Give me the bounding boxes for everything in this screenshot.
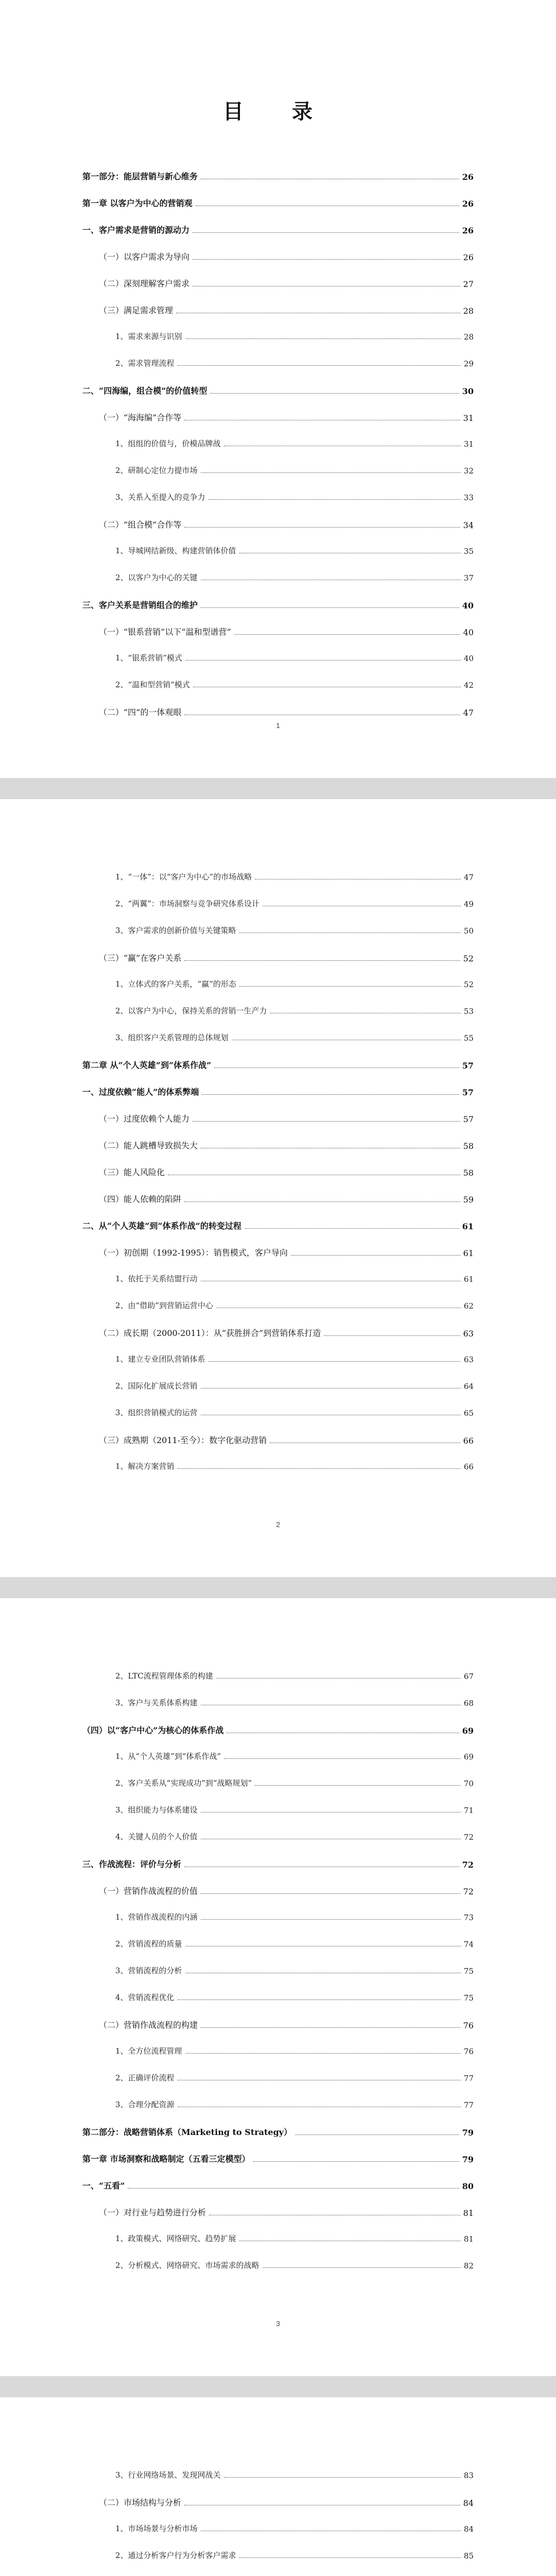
dot-leader: [178, 1999, 461, 2000]
toc-entry-label: 1、解决方案营销: [115, 1462, 175, 1471]
dot-leader: [193, 232, 459, 233]
toc-entry-label: 1、“一体”：以“客户为中心”的市场战略: [115, 872, 252, 882]
toc-entry-page: 61: [463, 1248, 474, 1258]
toc-entry-page: 81: [463, 2208, 474, 2218]
toc-page: [0, 2397, 556, 2576]
toc-entry-label: 二、“四海编，组合模”的价值转型: [82, 386, 207, 396]
toc-entry-page: 34: [463, 520, 474, 530]
toc-entry[interactable]: [82, 1139, 474, 1151]
toc-entry-label: 2、以客户为中心的关键: [115, 573, 198, 582]
toc-entry-page: 35: [463, 547, 474, 556]
toc-entry[interactable]: [82, 250, 474, 262]
toc-entry[interactable]: [82, 411, 474, 423]
toc-entry-label: 1、依托于关系结盟行动: [115, 1274, 198, 1283]
toc-entry-label: 2、由“借助”到营销运营中心: [115, 1301, 213, 1310]
dot-leader: [201, 607, 459, 608]
toc-entry-page: 50: [463, 926, 474, 936]
toc-entry[interactable]: [82, 170, 474, 182]
toc-entry-label: （二）成长期（2000-2011）：从“获胜拼合”到营销体系打造: [99, 1328, 321, 1338]
toc-entry-label: （三）“赢”在客户关系: [99, 953, 182, 963]
toc-entry[interactable]: [82, 1724, 474, 1736]
toc-entry[interactable]: [82, 625, 474, 637]
toc-entry-page: 37: [463, 573, 474, 583]
toc-entry[interactable]: [82, 2153, 474, 2164]
toc-entry[interactable]: [82, 2469, 474, 2480]
dot-leader: [184, 1201, 460, 1202]
toc-entry-page: 33: [463, 493, 474, 502]
toc-entry-page: 64: [463, 1382, 474, 1391]
toc-entry[interactable]: [82, 384, 474, 396]
toc-entry[interactable]: [82, 2550, 474, 2561]
toc-entry-page: 26: [462, 172, 474, 182]
toc-entry[interactable]: [82, 652, 474, 663]
dot-leader: [234, 634, 460, 635]
toc-entry[interactable]: [82, 1086, 474, 1097]
toc-entry[interactable]: [82, 224, 474, 235]
toc-entry-label: 一、客户需求是营销的源动力: [82, 225, 190, 235]
toc-entry-label: 第一章 以客户为中心的营销观: [82, 198, 193, 208]
dot-leader: [178, 365, 461, 366]
dot-leader: [208, 499, 461, 500]
toc-entry[interactable]: [82, 706, 474, 718]
toc-page: [0, 1598, 556, 2376]
toc-entry[interactable]: [82, 492, 474, 502]
toc-entry-page: 28: [463, 306, 474, 316]
dot-leader: [216, 1678, 461, 1679]
toc-entry-label: 1、从“个人英雄”到“体系作战”: [115, 1752, 221, 1761]
toc-entry[interactable]: [82, 2496, 474, 2508]
dot-leader: [178, 1468, 461, 1469]
toc-entry[interactable]: [82, 1911, 474, 1922]
toc-entry[interactable]: [82, 1461, 474, 1471]
toc-entry[interactable]: [82, 1219, 474, 1231]
toc-entry-label: 2、营销流程的质量: [115, 1939, 182, 1948]
toc-entry-page: 53: [463, 1007, 474, 1016]
toc-entry-label: （四）以“客户中心”为核心的体系作战: [82, 1725, 224, 1735]
toc-entry[interactable]: [82, 1885, 474, 1896]
dot-leader: [184, 527, 460, 528]
toc-entry[interactable]: [82, 1407, 474, 1418]
toc-entry-label: 3、行业网络场景、发现网战关: [115, 2470, 221, 2480]
toc-entry-page: 49: [463, 900, 474, 909]
dot-leader: [245, 1228, 459, 1229]
toc-entry-page: 75: [463, 1993, 474, 2003]
toc-entry-page: 31: [463, 413, 474, 423]
toc-entry[interactable]: [82, 679, 474, 690]
toc-entry-label: 1、需求来源与识别: [115, 332, 182, 341]
toc-entry[interactable]: [82, 1938, 474, 1949]
toc-entry-page: 65: [463, 1409, 474, 1418]
toc-entry-label: 2、“温和型营销”模式: [115, 680, 190, 689]
dot-leader: [291, 1255, 460, 1256]
toc-entry[interactable]: [82, 2019, 474, 2030]
toc-entry-label: 第一部分：能层营销与新心维务: [82, 172, 198, 181]
page-number: 1: [276, 721, 280, 730]
toc-entry-page: 85: [463, 2551, 474, 2561]
dot-leader: [201, 2027, 460, 2028]
toc-entry-page: 61: [463, 1275, 474, 1284]
toc-entry[interactable]: [82, 2072, 474, 2083]
toc-entry-page: 83: [463, 2471, 474, 2480]
toc-entry-label: （二）营销作战流程的构建: [99, 2020, 198, 2030]
toc-entry-page: 72: [463, 1887, 474, 1896]
dot-leader: [239, 986, 461, 987]
toc-entry-page: 55: [463, 1033, 474, 1043]
toc-entry-label: 3、组织能力与体系建设: [115, 1805, 198, 1815]
dot-leader: [128, 2188, 459, 2189]
toc-entry-page: 77: [463, 2074, 474, 2083]
toc-entry-page: 28: [463, 332, 474, 342]
toc-entry-label: （二）市场结构与分析: [99, 2498, 182, 2507]
toc-entry-page: 66: [463, 1462, 474, 1471]
toc-entry-page: 57: [462, 1061, 474, 1071]
dot-leader: [214, 1067, 459, 1068]
toc-entry-label: （四）能人依赖的陷阱: [99, 1194, 182, 1204]
toc-entry[interactable]: [82, 331, 474, 342]
toc-entry-page: 27: [463, 279, 474, 289]
toc-entry[interactable]: [82, 1166, 474, 1178]
toc-entry[interactable]: [82, 1300, 474, 1311]
toc-entry-label: 1、全方位流程管理: [115, 2046, 182, 2056]
toc-entry-page: 29: [463, 359, 474, 368]
toc-entry[interactable]: [82, 1777, 474, 1788]
toc-entry[interactable]: [82, 277, 474, 289]
toc-entry-label: 1、政策模式、网络研究、趋势扩展: [115, 2234, 236, 2243]
toc-entry-page: 47: [463, 708, 474, 718]
toc-entry-label: 2、以客户为中心，保持关系的营销一生产力: [115, 1006, 267, 1015]
toc-entry[interactable]: [82, 572, 474, 583]
toc-entry[interactable]: [82, 1858, 474, 1870]
toc-entry[interactable]: [82, 545, 474, 556]
dot-leader: [201, 1893, 460, 1894]
toc-entry[interactable]: [82, 1380, 474, 1391]
toc-entry-label: 三、作战流程：评价与分析: [82, 1859, 182, 1869]
toc-entry-page: 80: [462, 2181, 474, 2191]
toc-entry-page: 72: [463, 1833, 474, 1842]
toc-entry[interactable]: [82, 1273, 474, 1284]
toc-entry[interactable]: [82, 197, 474, 209]
toc-entry[interactable]: [82, 2126, 474, 2138]
toc-entry-label: 1、导城网结新级、构建营销体价值: [115, 546, 236, 555]
toc-entry-page: 31: [463, 439, 474, 449]
toc-entry-label: （三）能人风险化: [99, 1167, 165, 1177]
dot-leader: [202, 1094, 459, 1095]
toc-entry-label: 3、组织营销模式的运营: [115, 1408, 198, 1417]
toc-entry-page: 81: [463, 2234, 474, 2244]
toc-entry-label: 4、关键人员的个人价值: [115, 1832, 198, 1841]
toc-entry-page: 67: [463, 1672, 474, 1681]
toc-entry-page: 52: [463, 980, 474, 989]
toc-entry[interactable]: [82, 1434, 474, 1446]
toc-entry-label: 3、营销流程的分析: [115, 1966, 182, 1975]
toc-entry-label: （三）成熟期（2011-至今）：数字化驱动营销: [99, 1435, 267, 1445]
toc-entry-page: 82: [463, 2261, 474, 2270]
toc-entry-page: 61: [462, 1222, 474, 1231]
dot-leader: [253, 2161, 459, 2162]
dot-leader: [224, 2477, 461, 2478]
toc-entry[interactable]: [82, 2099, 474, 2110]
dot-leader: [184, 960, 460, 961]
dot-leader: [185, 2053, 461, 2054]
toc-entry[interactable]: [82, 871, 474, 882]
toc-entry-page: 26: [462, 226, 474, 235]
toc-entry-page: 70: [463, 1779, 474, 1788]
toc-entry-page: 84: [463, 2498, 474, 2508]
toc-entry-label: 第二部分：战略营销体系（Marketing to Strategy）: [82, 2127, 292, 2137]
dot-leader: [201, 1919, 461, 1920]
toc-entry-label: 2、“两翼”：市场洞察与竞争研究体系设计: [115, 899, 259, 908]
toc-entry-page: 76: [463, 2021, 474, 2030]
toc-entry-page: 57: [462, 1088, 474, 1097]
toc-entry-label: 一、“五看”: [82, 2181, 125, 2191]
dot-leader: [210, 393, 459, 394]
toc-entry[interactable]: [82, 952, 474, 963]
toc-entry[interactable]: [82, 2179, 474, 2191]
toc-entry-page: 69: [462, 1726, 474, 1736]
toc-entry[interactable]: [82, 358, 474, 368]
toc-entry[interactable]: [82, 2233, 474, 2244]
toc-entry-page: 68: [463, 1699, 474, 1708]
toc-entry-page: 76: [463, 2047, 474, 2056]
toc-entry[interactable]: [82, 1697, 474, 1708]
dot-leader: [239, 2557, 461, 2558]
toc-entry-page: 79: [462, 2155, 474, 2164]
page-title: 目 录: [223, 99, 333, 124]
toc-entry-label: （一）以客户需求为导向: [99, 252, 190, 262]
toc-entry-label: 第一章 市场洞察和战略制定（五看三定模型）: [82, 2154, 250, 2164]
toc-entry-page: 59: [463, 1195, 474, 1205]
toc-page: [0, 799, 556, 1577]
toc-entry-label: 一、过度依赖“能人”的体系弊端: [82, 1087, 199, 1097]
toc-entry-label: 1、组组的价值与，价模品牌战: [115, 439, 221, 448]
dot-leader: [295, 2134, 459, 2135]
toc-entry[interactable]: [82, 1804, 474, 1815]
toc-entry[interactable]: [82, 518, 474, 530]
toc-entry-label: 2、研制心定位力提市场: [115, 466, 198, 475]
toc-entry[interactable]: [82, 1193, 474, 1205]
toc-entry-label: 3、组织客户关系管理的总体规划: [115, 1033, 229, 1042]
toc-entry[interactable]: [82, 2206, 474, 2218]
toc-entry[interactable]: [82, 1059, 474, 1071]
toc-entry-label: 1、市场场景与分析市场: [115, 2524, 198, 2533]
toc-entry[interactable]: [82, 1751, 474, 1761]
toc-entry[interactable]: [82, 1992, 474, 2003]
toc-entry-page: 52: [463, 954, 474, 963]
toc-entry-label: （二）能人跳槽导致损失大: [99, 1141, 198, 1150]
toc-entry[interactable]: [82, 304, 474, 316]
toc-entry-label: 2、需求管理流程: [115, 359, 175, 368]
toc-entry-page: 63: [463, 1355, 474, 1364]
toc-entry-page: 58: [463, 1168, 474, 1178]
dot-leader: [324, 1335, 460, 1336]
toc-entry-label: 二、从“个人英雄”到“体系作战”的转变过程: [82, 1221, 241, 1231]
toc-entry[interactable]: [82, 898, 474, 909]
toc-entry[interactable]: [82, 1965, 474, 1976]
toc-entry-page: 66: [463, 1436, 474, 1446]
toc-entry-label: 3、客户需求的创新价值与关键策略: [115, 926, 236, 935]
toc-entry-label: 1、立体式的客户关系，“赢”的形态: [115, 979, 236, 989]
toc-entry-page: 58: [463, 1141, 474, 1151]
toc-entry-label: （一）过度依赖个人能力: [99, 1114, 190, 1124]
toc-entry[interactable]: [82, 1005, 474, 1016]
dot-leader: [255, 1785, 461, 1786]
toc-entry-page: 75: [463, 1967, 474, 1976]
toc-entry[interactable]: [82, 599, 474, 611]
toc-entry-page: 63: [463, 1329, 474, 1338]
toc-entry-label: 3、关系入至提入的竞争力: [115, 493, 205, 502]
toc-entry-label: 2、LTC流程管理体系的构建: [115, 1671, 213, 1681]
page-number: 2: [276, 1520, 280, 1529]
toc-entry[interactable]: [82, 1246, 474, 1258]
toc-entry-page: 73: [463, 1913, 474, 1922]
toc-entry-label: 3、合理分配资源: [115, 2100, 175, 2109]
toc-entry-page: 42: [463, 681, 474, 690]
toc-entry-label: （一）“海海编”合作等: [99, 413, 182, 422]
toc-entry[interactable]: [82, 1353, 474, 1364]
toc-entry-page: 26: [463, 252, 474, 262]
toc-entry-page: 40: [462, 601, 474, 611]
toc-entry-page: 74: [463, 1940, 474, 1949]
toc-entry-label: 2、国际化扩展成长营销: [115, 1381, 198, 1391]
toc-entry-label: （二）“四”的一体观眼: [99, 707, 182, 717]
toc-entry-label: 第二章 从“个人英雄”到“体系作战”: [82, 1060, 212, 1070]
toc-entry[interactable]: [82, 438, 474, 449]
toc-page: [0, 0, 556, 778]
toc-entry-page: 40: [463, 654, 474, 663]
toc-entry-page: 71: [463, 1806, 474, 1815]
toc-entry[interactable]: [82, 925, 474, 936]
toc-entry-page: 30: [462, 386, 474, 396]
page-number: 3: [276, 2319, 280, 2328]
toc-entry[interactable]: [82, 2045, 474, 2056]
toc-entry-label: 2、正确评价流程: [115, 2073, 175, 2082]
dot-leader: [193, 1121, 460, 1122]
toc-entry-label: 4、营销流程优化: [115, 1993, 175, 2002]
dot-leader: [208, 1361, 461, 1362]
dot-leader: [193, 259, 460, 260]
toc-entry-label: 2、客户关系从“实现成功”到“战略规划”: [115, 1778, 252, 1788]
toc-entry-page: 69: [463, 1752, 474, 1761]
toc-entry[interactable]: [82, 1831, 474, 1842]
toc-entry[interactable]: [82, 1112, 474, 1124]
toc-entry-label: （一）初创期（1992-1995）：销售模式，客户导向: [99, 1248, 288, 1258]
toc-entry-label: （一）对行业与趋势进行分析: [99, 2208, 206, 2217]
dot-leader: [185, 338, 461, 339]
toc-entry-label: （三）满足需求管理: [99, 306, 173, 315]
toc-entry-page: 77: [463, 2100, 474, 2110]
dot-leader: [263, 2267, 461, 2268]
toc-entry[interactable]: [82, 465, 474, 476]
toc-entry-label: 1、营销作战流程的内涵: [115, 1912, 198, 1922]
toc-entry-label: 3、客户与关系体系构建: [115, 1698, 198, 1707]
toc-entry-label: 2、分析模式、网络研究、市场需求的战略: [115, 2261, 259, 2270]
toc-entry-page: 32: [463, 466, 474, 476]
toc-entry-page: 26: [462, 199, 474, 209]
toc-entry[interactable]: [82, 2523, 474, 2534]
toc-entry[interactable]: [82, 1327, 474, 1338]
toc-entry-label: （一）营销作战流程的价值: [99, 1886, 198, 1896]
toc-entry-page: 62: [463, 1301, 474, 1311]
toc-entry[interactable]: [82, 1032, 474, 1043]
toc-entry-label: 三、客户关系是营销组合的维护: [82, 600, 198, 610]
toc-entry-label: 1、“银系营销”模式: [115, 653, 182, 663]
toc-entry-page: 79: [462, 2128, 474, 2138]
toc-entry[interactable]: [82, 2260, 474, 2270]
dot-leader: [201, 472, 461, 473]
dot-leader: [224, 1758, 461, 1759]
toc-entry[interactable]: [82, 978, 474, 989]
toc-entry-label: （二）“组合模”合作等: [99, 520, 182, 530]
toc-entry-page: 84: [463, 2524, 474, 2534]
toc-entry-page: 40: [463, 628, 474, 637]
toc-entry-page: 72: [462, 1860, 474, 1870]
toc-entry-label: 1、建立专业团队营销体系: [115, 1354, 205, 1364]
toc-entry-label: （二）深刻理解客户需求: [99, 279, 190, 289]
toc-entry-page: 47: [463, 873, 474, 882]
toc-entry-page: 57: [463, 1114, 474, 1124]
toc-entry[interactable]: [82, 1670, 474, 1681]
toc-entry-label: 2、通过分析客户行为分析客户需求: [115, 2551, 236, 2560]
toc-entry-label: （一）“银系营销”以下“温和型谱营”: [99, 627, 231, 637]
